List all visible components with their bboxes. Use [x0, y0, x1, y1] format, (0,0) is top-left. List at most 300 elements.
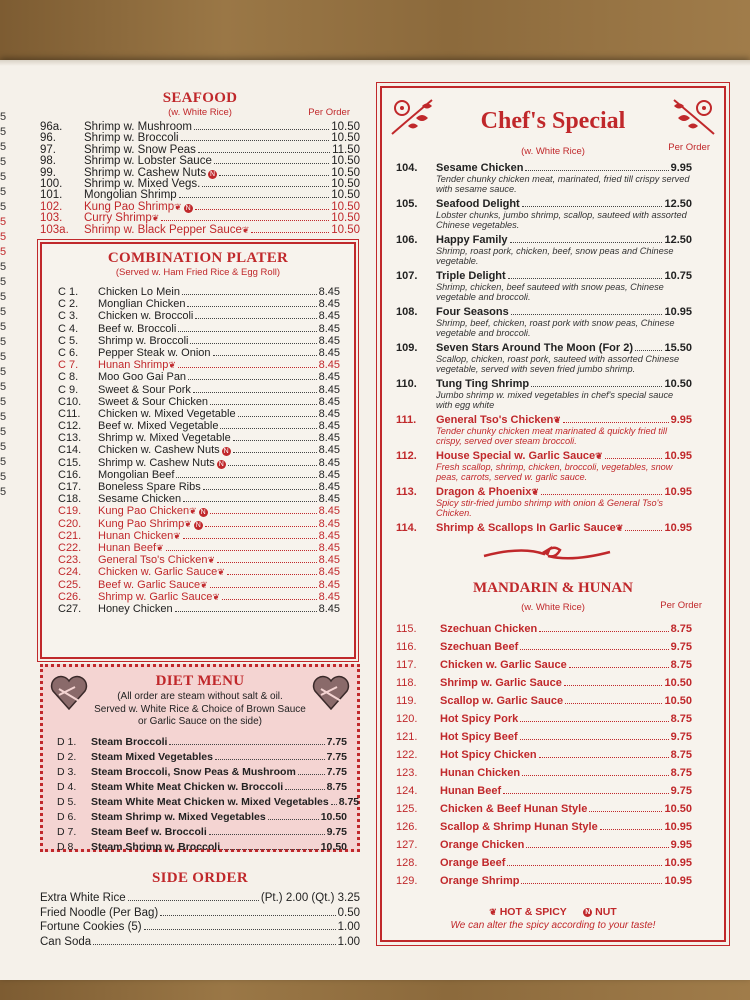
menu-item-row[interactable]	[57, 795, 360, 810]
dot-leader	[169, 744, 324, 745]
item-number: 96a.	[40, 121, 63, 133]
menu-item-row[interactable]	[57, 735, 347, 750]
item-price: 10.50	[331, 121, 360, 133]
dot-leader	[503, 793, 668, 794]
item-name: Hunan Chicken	[440, 767, 521, 779]
menu-item-row[interactable]	[57, 780, 347, 795]
chili-icon: ❦	[174, 201, 182, 212]
item-number: C27.	[58, 602, 82, 615]
item-name: Seafood Delight	[436, 198, 520, 210]
dot-leader	[215, 759, 325, 760]
item-number: C18.	[58, 493, 82, 506]
dot-leader	[195, 209, 330, 210]
item-price: 12.50	[664, 198, 692, 210]
dot-leader	[166, 550, 317, 551]
chefs-special-per-order: Per Order	[668, 142, 710, 153]
item-number: 126.	[396, 821, 418, 833]
chili-icon: ❦	[212, 591, 220, 602]
item-number: 118.	[396, 677, 417, 689]
dot-leader	[194, 129, 329, 130]
menu-item-row[interactable]	[396, 854, 692, 872]
dot-leader	[569, 667, 669, 668]
item-name: Sweet & Sour Pork	[98, 383, 191, 396]
item-number: D 1.	[57, 736, 77, 748]
cut-off-price-digit: 5	[0, 291, 7, 303]
item-number: C 6.	[58, 346, 79, 359]
item-number: D 5.	[57, 796, 77, 808]
cut-off-price-digit: 5	[0, 336, 7, 348]
item-price: 8.45	[318, 541, 340, 554]
seafood-title: SEAFOOD	[162, 90, 238, 106]
item-number: 123.	[396, 767, 418, 779]
chili-icon: ❦	[615, 523, 624, 533]
cut-off-price-digit: 5	[0, 186, 7, 198]
menu-item-row[interactable]	[58, 542, 340, 554]
menu-item-row[interactable]	[396, 674, 692, 692]
item-price: 8.45	[318, 371, 340, 384]
cut-off-price-digit: 5	[0, 231, 7, 243]
dot-leader	[522, 775, 669, 776]
menu-item-row	[396, 414, 692, 426]
item-number: C19.	[58, 505, 82, 518]
item-price: 10.50	[331, 200, 360, 213]
dot-leader	[541, 494, 663, 495]
menu-item-row[interactable]	[58, 420, 340, 432]
menu-item-row	[396, 486, 692, 498]
dot-leader	[227, 574, 317, 575]
chef-special-entry[interactable]	[396, 378, 692, 410]
item-name: Shrimp w. Broccoli	[84, 132, 179, 145]
dot-leader	[526, 847, 668, 848]
menu-item-row[interactable]	[40, 213, 360, 224]
menu-item-row[interactable]	[58, 566, 340, 578]
item-number: 128.	[396, 857, 418, 869]
cut-off-price-digit: 5	[0, 456, 7, 468]
mandarin-hunan-subtitle: (w. White Rice)	[521, 602, 585, 613]
chef-special-entry[interactable]	[396, 270, 692, 302]
item-price: 10.75	[664, 270, 692, 282]
paper-top-edge	[0, 60, 750, 66]
item-name: Kung Pao Shrimp	[84, 200, 175, 213]
item-name: Can Soda	[40, 935, 92, 948]
menu-item-row[interactable]	[57, 825, 347, 840]
menu-item-row[interactable]	[396, 764, 692, 782]
item-price: 10.95	[664, 450, 692, 462]
dot-leader	[565, 703, 662, 704]
item-name: Moo Goo Gai Pan	[98, 371, 187, 384]
menu-item-row[interactable]	[396, 800, 692, 818]
mandarin-hunan-title: MANDARIN & HUNAN	[473, 580, 633, 596]
item-name: Beef w. Garlic Sauce	[98, 578, 201, 591]
chef-special-entry[interactable]	[396, 450, 692, 482]
item-number: C17.	[58, 481, 82, 493]
item-price: 9.95	[670, 839, 692, 851]
item-name: Shrimp w. Cashew Nuts	[98, 456, 215, 469]
menu-item-row[interactable]	[58, 469, 340, 481]
item-price: 10.50	[664, 695, 692, 707]
item-number: 119.	[396, 695, 417, 707]
chili-icon: ❦	[207, 555, 216, 566]
cut-off-price-digit: 5	[0, 111, 7, 123]
item-name: Beef w. Broccoli	[98, 322, 177, 335]
item-price: 8.45	[318, 298, 340, 311]
menu-item-row[interactable]	[58, 518, 340, 530]
item-name: Shrimp w. Lobster Sauce	[84, 155, 212, 168]
cut-off-price-digit: 5	[0, 201, 7, 213]
chili-icon: ❦	[200, 579, 208, 590]
menu-item-row	[396, 450, 692, 462]
item-price: 10.50	[320, 811, 347, 823]
item-number: C 2.	[58, 298, 79, 311]
menu-item-row[interactable]	[58, 579, 340, 591]
diet-list	[57, 735, 360, 855]
dot-leader	[605, 458, 663, 459]
menu-item-row[interactable]	[58, 298, 340, 310]
chef-special-entry[interactable]	[396, 414, 692, 446]
dot-leader	[625, 530, 662, 531]
item-name: Scallop & Shrimp Hunan Style	[440, 821, 598, 833]
dot-leader	[205, 526, 317, 527]
item-price: 8.75	[670, 767, 692, 779]
menu-item-row[interactable]	[396, 656, 692, 674]
nut-icon: N	[200, 509, 206, 517]
mandarin-hunan-list	[396, 620, 692, 890]
item-name: General Tso's Chicken	[98, 554, 208, 567]
item-name: Steam White Meat Chicken w. Mixed Vegetables	[91, 796, 329, 808]
item-number: 106.	[396, 234, 418, 246]
item-price: 8.45	[318, 420, 340, 433]
item-number: C23.	[58, 554, 82, 567]
side-order-title: SIDE ORDER	[152, 870, 248, 886]
item-price: 8.45	[318, 407, 340, 420]
diet-note-line-2: Served w. White Rice & Choice of Brown Sauce	[94, 703, 306, 715]
item-price: 8.45	[318, 493, 340, 506]
dot-leader	[508, 278, 663, 279]
chili-icon: ❦	[553, 415, 561, 425]
item-price: 8.45	[318, 286, 340, 298]
item-description: Shrimp, roast pork, chicken, beef, snow peas and Chinese vegetable.	[436, 246, 674, 266]
menu-item-row[interactable]	[58, 432, 340, 444]
item-name: Hunan Chicken	[98, 529, 174, 542]
chef-special-entry[interactable]	[396, 162, 692, 194]
dot-leader	[511, 314, 663, 315]
item-number: 96.	[40, 132, 56, 145]
menu-item-row[interactable]	[58, 603, 340, 615]
item-price: 9.75	[670, 731, 692, 743]
cut-off-price-digit: 5	[0, 306, 7, 318]
item-number: 117.	[396, 659, 417, 671]
item-price: 9.95	[670, 162, 692, 174]
dot-leader	[182, 294, 317, 295]
item-number: 108.	[396, 306, 418, 318]
dot-leader	[217, 562, 317, 563]
item-number: 122.	[396, 749, 418, 761]
menu-item-row[interactable]	[58, 530, 340, 542]
menu-item-row[interactable]	[396, 710, 692, 728]
chef-special-entry[interactable]	[396, 234, 692, 266]
chef-special-entry[interactable]	[396, 198, 692, 230]
item-description: Spicy stir-fried jumbo shrimp with onion & General Tso's Chicken.	[436, 498, 663, 518]
dot-leader	[233, 440, 317, 441]
item-price: 10.95	[664, 875, 692, 887]
item-number: 120.	[396, 713, 418, 725]
item-name: Tung Ting Shrimp	[436, 378, 530, 390]
item-name: Hot Spicy Pork	[440, 713, 519, 725]
menu-item-row	[396, 522, 692, 534]
swash-divider-icon	[482, 540, 612, 566]
item-name: Mongolian Beef	[98, 468, 175, 481]
item-number: C22.	[58, 541, 82, 554]
dot-leader	[209, 834, 325, 835]
menu-item-row[interactable]	[58, 444, 340, 456]
item-name: Kung Pao Chicken	[98, 505, 190, 518]
item-number: C 1.	[58, 286, 79, 298]
menu-item-row[interactable]	[396, 620, 692, 638]
item-name: Steam Beef w. Broccoli	[91, 826, 207, 838]
dot-leader	[214, 163, 329, 164]
item-number: C10.	[58, 395, 82, 408]
menu-item-row[interactable]	[396, 818, 692, 836]
dot-leader	[539, 631, 668, 632]
chef-special-entry[interactable]	[396, 342, 692, 374]
item-number: D 7.	[57, 826, 77, 838]
dot-leader	[175, 611, 317, 612]
item-price: 0.50	[337, 906, 360, 919]
item-number: C26.	[58, 590, 82, 603]
item-price: 10.95	[664, 857, 692, 869]
menu-item-row[interactable]	[58, 323, 340, 335]
item-number: 109.	[396, 342, 418, 354]
item-price: 8.45	[318, 602, 340, 615]
menu-item-row[interactable]	[58, 457, 340, 469]
side-order-section	[40, 870, 360, 949]
item-number: C 7.	[58, 359, 79, 372]
chili-icon: ❦	[173, 530, 181, 541]
dot-leader	[210, 587, 317, 588]
menu-item-row[interactable]	[58, 493, 340, 505]
menu-item-row[interactable]	[58, 286, 340, 298]
menu-item-row[interactable]	[58, 371, 340, 383]
item-name: Sesame Chicken	[436, 162, 524, 174]
menu-item-row[interactable]	[58, 335, 340, 347]
dot-leader	[507, 865, 662, 866]
left-page-cut-off-prices	[0, 110, 14, 500]
item-number: 99.	[40, 166, 56, 179]
item-name: Steam Broccoli, Snow Peas & Mushroom	[91, 766, 296, 778]
item-name: Sweet & Sour Chicken	[98, 395, 209, 408]
dot-leader	[144, 929, 336, 930]
menu-item-row[interactable]	[396, 782, 692, 800]
item-name: Shrimp w. Snow Peas	[84, 143, 196, 156]
cut-off-price-digit: 5	[0, 351, 7, 363]
item-name: Dragon & Phoenix	[436, 486, 532, 498]
item-price: 9.75	[326, 826, 347, 838]
chef-special-entry[interactable]	[396, 306, 692, 338]
menu-item-row[interactable]	[40, 906, 360, 921]
spicy-note: We can alter the spicy according to your taste!	[450, 920, 656, 931]
dot-leader	[564, 685, 663, 686]
dot-leader	[222, 599, 317, 600]
menu-item-row[interactable]	[40, 225, 360, 236]
menu-item-row[interactable]	[58, 554, 340, 566]
item-name: Chicken w. Broccoli	[98, 310, 194, 323]
item-number: C15.	[58, 456, 82, 469]
item-price: 10.50	[664, 677, 692, 689]
menu-item-row[interactable]	[40, 920, 360, 935]
item-number: 102.	[40, 200, 63, 213]
item-name: Hunan Beef	[440, 785, 502, 797]
item-price: 8.45	[318, 334, 340, 347]
item-name: House Special w. Garlic Sauce	[436, 450, 596, 462]
menu-item-row[interactable]	[57, 750, 347, 765]
menu-item-row[interactable]	[58, 347, 340, 359]
dot-leader	[176, 477, 316, 478]
dot-leader	[93, 944, 335, 945]
item-description: Shrimp, chicken, beef sauteed with snow peas, Chinese vegetable and broccoli.	[436, 282, 664, 302]
item-price: 8.75	[338, 796, 360, 808]
seafood-per-order: Per Order	[308, 107, 350, 118]
item-name: Orange Shrimp	[440, 875, 520, 887]
item-number: C13.	[58, 432, 82, 445]
dot-leader	[525, 170, 668, 171]
dot-leader	[179, 197, 330, 198]
heart-decoration-icon	[49, 675, 89, 711]
item-name: Chicken Lo Mein	[98, 286, 180, 298]
menu-item-row[interactable]	[57, 765, 347, 780]
item-price: 10.50	[331, 132, 360, 145]
menu-item-row[interactable]	[396, 692, 692, 710]
combo-subtitle: (Served w. Ham Fried Rice & Egg Roll)	[115, 267, 281, 278]
menu-item-row	[396, 198, 692, 210]
menu-item-row[interactable]	[58, 396, 340, 408]
menu-item-row[interactable]	[396, 872, 692, 890]
item-name: Fried Noodle (Per Bag)	[40, 906, 159, 919]
item-name: Steam Mixed Vegetables	[91, 751, 213, 763]
item-price: 8.75	[670, 659, 692, 671]
item-name: Shrimp w. Mixed Vegs.	[84, 177, 201, 190]
dot-leader	[178, 331, 316, 332]
item-number: 121.	[396, 731, 418, 743]
item-name: Chicken w. Cashew Nuts	[98, 444, 220, 457]
combo-title: COMBINATION PLATER	[107, 250, 289, 266]
dot-leader	[331, 804, 337, 805]
dot-leader	[522, 206, 663, 207]
item-price: 8.45	[318, 590, 340, 603]
menu-item-row[interactable]	[58, 310, 340, 322]
nut-icon: N	[585, 909, 591, 916]
cut-off-price-digit: 5	[0, 396, 7, 408]
diet-note-line-1: (All order are steam without salt & oil.	[117, 691, 283, 702]
chef-special-entry[interactable]	[396, 522, 692, 534]
menu-item-row[interactable]	[58, 384, 340, 396]
item-name: Steam Shrimp w. Mixed Vegetables	[91, 811, 266, 823]
menu-item-row[interactable]	[58, 359, 340, 371]
menu-item-row[interactable]	[396, 746, 692, 764]
menu-item-row[interactable]	[396, 638, 692, 656]
menu-item-row[interactable]	[57, 810, 347, 825]
menu-item-row[interactable]	[57, 840, 347, 855]
diet-title: DIET MENU	[155, 673, 245, 689]
item-price: 10.95	[664, 486, 692, 498]
nut-icon: N	[195, 521, 201, 529]
menu-item-row[interactable]	[40, 156, 360, 167]
item-name: Four Seasons	[436, 306, 509, 318]
item-name: Shrimp w. Garlic Sauce	[440, 677, 562, 689]
menu-item-row[interactable]	[40, 891, 360, 906]
item-price: 10.50	[664, 378, 692, 390]
item-name: Shrimp w. Black Pepper Sauce	[84, 223, 242, 236]
item-price: 12.50	[664, 234, 692, 246]
diet-note-line-3: or Garlic Sauce on the side)	[138, 716, 262, 727]
dot-leader	[198, 152, 330, 153]
item-price: 10.95	[664, 522, 692, 534]
item-name: Shrimp w. Mixed Vegetable	[98, 432, 231, 445]
item-price: 10.50	[331, 177, 360, 190]
item-name: Fortune Cookies (5)	[40, 921, 142, 933]
item-name: Orange Beef	[440, 857, 506, 869]
dot-leader	[531, 386, 662, 387]
menu-item-row[interactable]	[396, 728, 692, 746]
menu-item-row[interactable]	[58, 481, 340, 493]
cut-off-price-digit: 5	[0, 126, 7, 138]
item-price: 1.00	[337, 921, 360, 933]
heart-decoration-icon	[311, 675, 351, 711]
item-price: 8.75	[670, 623, 692, 635]
chef-special-entry[interactable]	[396, 486, 692, 518]
dot-leader	[268, 819, 319, 820]
nut-icon: N	[223, 448, 229, 456]
item-price: 8.45	[318, 468, 340, 481]
item-price: 10.50	[331, 223, 360, 236]
item-number: D 8.	[57, 841, 77, 853]
menu-item-row[interactable]	[40, 935, 360, 950]
side-order-list	[40, 891, 360, 949]
item-number: 107.	[396, 270, 418, 282]
cut-off-price-digit: 5	[0, 471, 7, 483]
item-price: 8.45	[318, 578, 340, 591]
dot-leader	[251, 232, 329, 233]
menu-item-row[interactable]	[58, 408, 340, 420]
item-price: 8.45	[318, 432, 340, 445]
item-name: Chicken & Beef Hunan Style	[440, 803, 588, 815]
item-number: C 5.	[58, 334, 79, 347]
item-name: Steam Shrimp w. Broccoli	[91, 841, 221, 853]
item-number: 113.	[396, 486, 417, 498]
menu-item-row[interactable]	[58, 591, 340, 603]
item-number: 110.	[396, 378, 417, 390]
dot-leader	[203, 489, 317, 490]
item-price: 7.75	[326, 766, 347, 778]
menu-item-row[interactable]	[396, 836, 692, 854]
menu-item-row[interactable]	[58, 505, 340, 517]
dot-leader	[202, 186, 329, 187]
item-price: 7.75	[326, 751, 347, 763]
item-name: Beef w. Mixed Vegetable	[98, 420, 219, 433]
item-name: Scallop w. Garlic Sauce	[440, 695, 564, 707]
dot-leader	[520, 649, 668, 650]
item-number: C 9.	[58, 383, 79, 396]
item-number: 103a.	[40, 223, 69, 236]
item-description: Tender chunky chicken meat marinated & quickly fried till crispy, served over steam broccoli.	[436, 426, 667, 446]
item-price: 10.50	[331, 212, 360, 225]
item-number: D 2.	[57, 751, 77, 763]
item-price: 11.50	[332, 143, 360, 156]
dot-leader	[161, 220, 329, 221]
nut-icon: N	[185, 204, 191, 212]
item-number: 101.	[40, 189, 63, 202]
cut-off-price-digit: 5	[0, 381, 7, 393]
item-description: Lobster chunks, jumbo shrimp, scallop, sauteed with assorted Chinese vegetables.	[436, 210, 687, 230]
